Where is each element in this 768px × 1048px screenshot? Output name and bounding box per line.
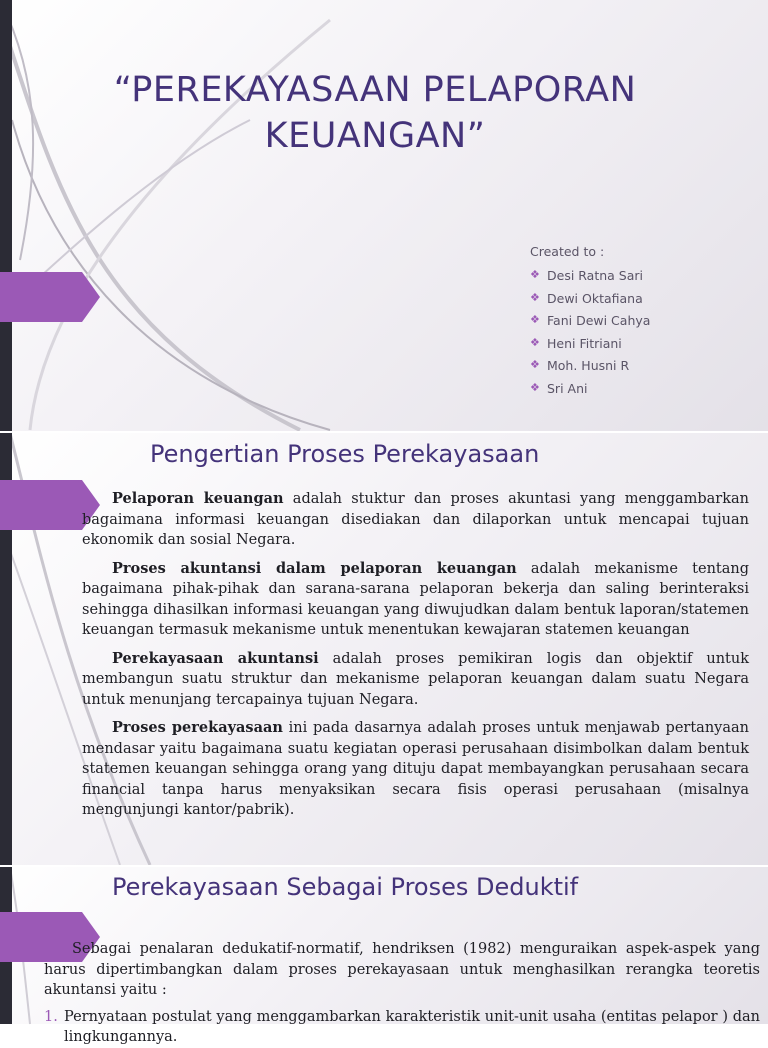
author-item [530,268,650,291]
title-slide [0,0,768,431]
diamond-bullet-icon: ❖ [530,335,540,349]
definition-slide [0,433,768,865]
paragraph-text: ini pada dasarnya adalah proses untuk menjawab pertanyaan mendasar yaitu bagaimana suatu kegiatan operasi perusahaan disimbolkan dalam bentuk statemen keuangan sehingga orang yang dituju dapat membayangkan perusahaan secara financial tanpa harus menyaksikan secara fisis operasi perusahaan (misalnya mengunjungi kantor/pabrik). [82,720,749,818]
diamond-bullet-icon: ❖ [530,290,540,304]
author-item [530,336,650,359]
decorative-swoosh [0,0,768,431]
diamond-bullet-icon: ❖ [530,313,540,327]
credits-label: Created to : [530,244,605,259]
paragraph [82,718,749,821]
term-bold: Proses akuntansi dalam pelaporan keuangan [112,559,517,577]
accent-arrow-tab [0,272,100,322]
list-number: 1. [44,1008,58,1025]
term-bold: Perekayasaan akuntansi [112,649,319,667]
aspects-list [44,1007,760,1048]
deductive-body [44,939,760,1048]
author-name: Moh. Husni R [547,358,630,374]
paragraph-text: adalah proses pemikiran logis dan objektif untuk membangun suatu struktur dan mekanisme pelaporan keuangan dalam suatu Negara untuk menunjang tercapainya tujuan Negara. [82,650,750,708]
credits-block [530,244,650,404]
author-name: Dewi Oktafiana [547,290,643,306]
diamond-bullet-icon: ❖ [530,358,540,372]
list-item [44,1007,760,1048]
term-bold: Proses perekayasaan [112,719,283,736]
list-item-text: Pernyataan postulat yang menggambarkan karakteristik unit-unit usaha (entitas pelapor ) dan lingkungannya. [64,1008,760,1045]
left-sidebar-bar [0,0,12,431]
author-name: Fani Dewi Cahya [547,313,651,329]
author-item [530,313,650,336]
paragraph-text: adalah mekanisme tentang bagaimana pihak-pihak dan sarana-sarana pelaporan bekerja dan saling berinteraksi sehingga dihasilkan informasi keuangan yang diwujudkan dalam bentuk laporan/statemen keuangan termasuk mekanisme untuk menentukan kewajaran statemen keuangan [82,560,749,638]
author-item [530,381,650,404]
slide-heading: Pengertian Proses Perekayasaan [150,440,540,468]
author-name: Desi Ratna Sari [547,268,644,283]
slide-heading: Perekayasaan Sebagai Proses Deduktif [112,873,579,901]
authors-list [530,268,650,404]
presentation-title: “PEREKAYASAAN PELAPORAN KEUANGAN” [113,70,637,157]
diamond-bullet-icon: ❖ [530,380,540,394]
paragraph [82,649,749,711]
author-item [530,358,650,381]
term-bold: Pelaporan keuangan [112,490,284,507]
deductive-slide [0,867,768,1045]
intro-paragraph: Sebagai penalaran dedukatif-normatif, hendriksen (1982) menguraikan aspek-aspek yang harus dipertimbangkan dalam proses perekayasaan untuk menghasilkan rerangka teoretis akuntansi yaitu : [44,941,760,998]
diamond-bullet-icon: ❖ [530,268,540,281]
paragraph-text: adalah stuktur dan proses akuntasi yang menggambarkan bagaimana informasi keuangan disediakan dan dilaporkan untuk mencapai tujuan ekonomik dan sosial Negara. [82,491,749,548]
author-name: Sri Ani [547,380,588,396]
paragraph [82,559,749,641]
author-item [530,291,650,314]
author-name: Heni Fitriani [547,335,622,351]
paragraph [82,489,749,551]
definition-body [82,489,749,829]
